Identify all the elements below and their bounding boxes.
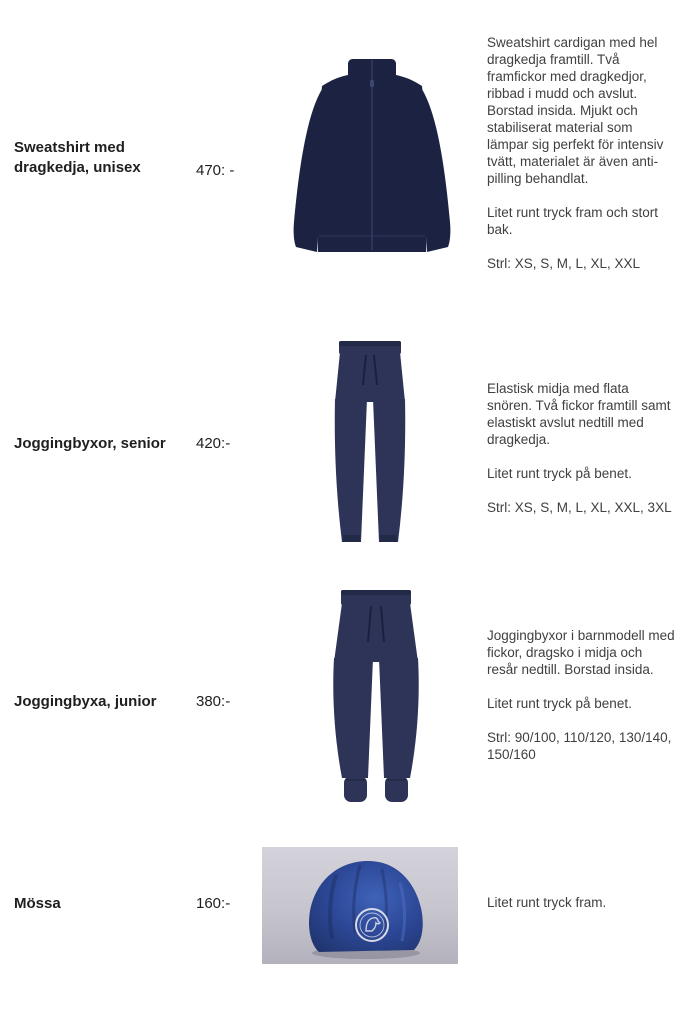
product-sizes: Strl: XS, S, M, L, XL, XXL, 3XL — [487, 500, 672, 515]
description-paragraph: Sweatshirt cardigan med hel dragkedja framtill. Två framfickor med dragkedjor, ribbad i mudd och avslut. Borstad insida. Mjukt och stabiliserat material som lämpar sig perfekt för intensiv tvätt, materialet är även anti-pilling behandlat. — [487, 35, 664, 186]
junior-joggers-illustration — [302, 588, 450, 812]
product-image-jogging-junior — [302, 588, 450, 812]
description-paragraph: Litet runt tryck fram. — [487, 895, 607, 910]
product-description — [487, 380, 675, 516]
description-paragraph: Joggingbyxor i barnmodell med fickor, dragsko i midja och resår nedtill. Borstad insida. — [487, 628, 675, 677]
description-paragraph: Litet runt tryck fram och stort bak. — [487, 205, 659, 237]
beanie-photo-illustration — [262, 847, 458, 964]
description-paragraph: Litet runt tryck på benet. — [487, 466, 632, 481]
product-price: 420:- — [196, 435, 231, 452]
product-price: 470: - — [196, 162, 235, 179]
slim-joggers-illustration — [308, 339, 432, 546]
product-image-jogging-senior — [308, 339, 432, 546]
product-description — [487, 627, 675, 763]
product-name: Sweatshirt med dragkedja, unisex — [14, 139, 141, 176]
product-price: 160:- — [196, 895, 231, 912]
product-image-sweatshirt — [286, 56, 458, 262]
product-image-beanie-photo — [262, 847, 458, 964]
product-name: Mössa — [14, 895, 61, 912]
product-name: Joggingbyxa, junior — [14, 693, 157, 710]
product-description — [487, 34, 675, 272]
description-paragraph: Litet runt tryck på benet. — [487, 696, 632, 711]
description-paragraph: Elastisk midja med flata snören. Två fickor framtill samt elastiskt avslut nedtill med dragkedja. — [487, 381, 671, 447]
product-sizes: Strl: XS, S, M, L, XL, XXL — [487, 256, 641, 271]
product-name: Joggingbyxor, senior — [14, 435, 166, 452]
product-description — [487, 894, 675, 911]
product-sizes: Strl: 90/100, 110/120, 130/140, 150/160 — [487, 730, 672, 762]
product-price: 380:- — [196, 693, 231, 710]
zip-sweatshirt-illustration — [286, 56, 458, 262]
